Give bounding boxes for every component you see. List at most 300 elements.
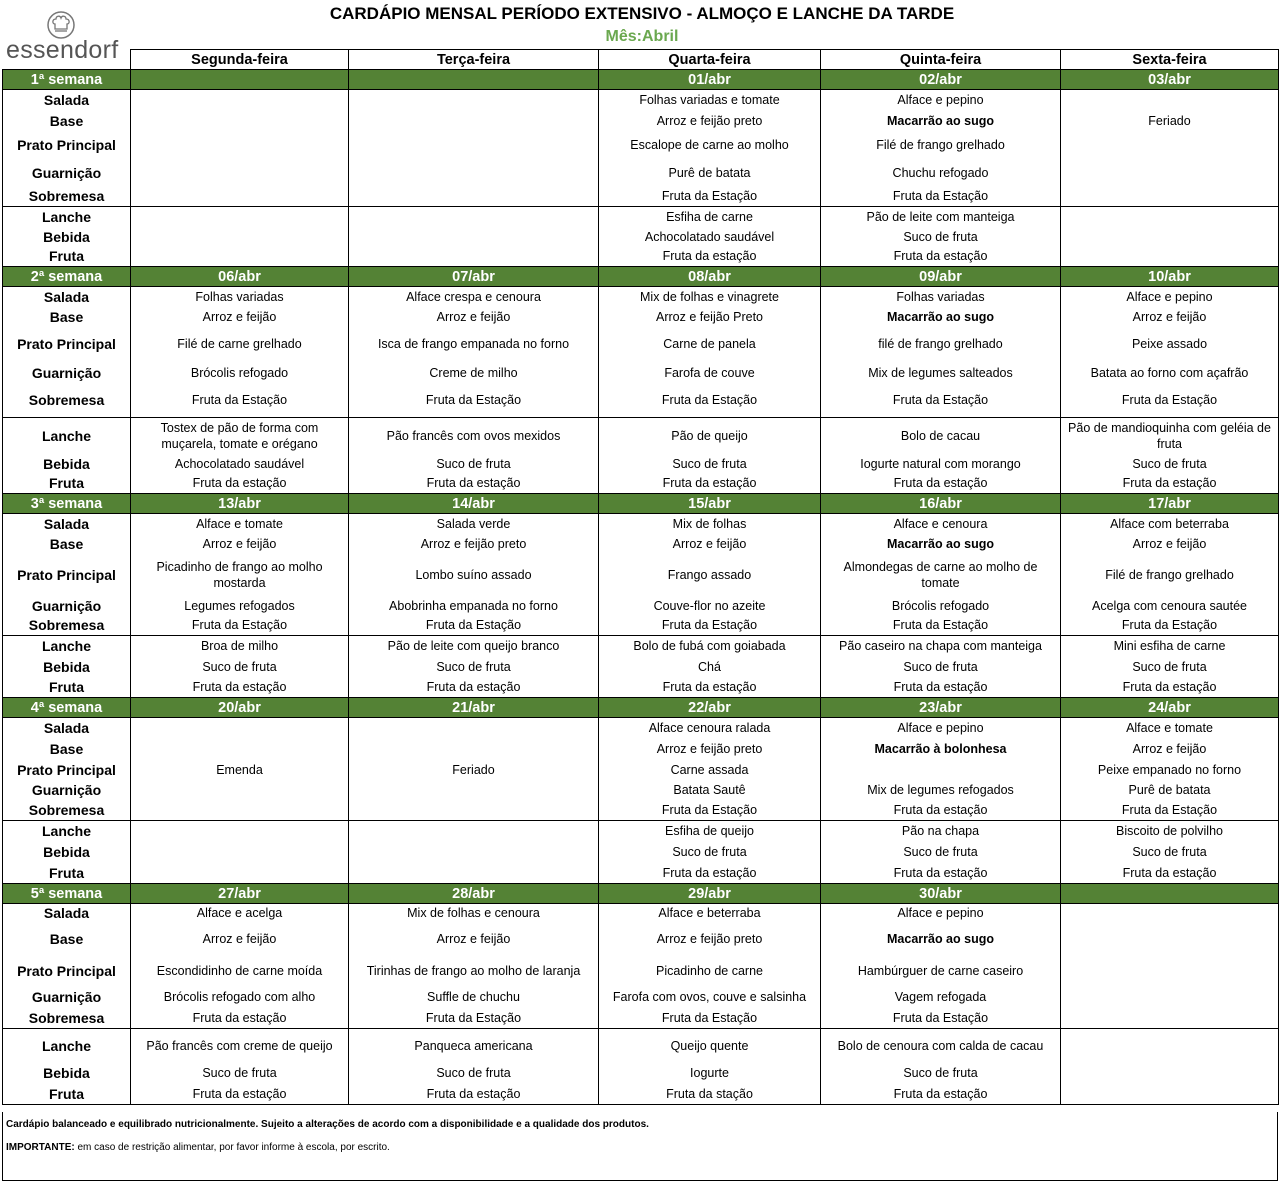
menu-cell: Suco de fruta [1061, 657, 1279, 677]
row-label-sobremesa: Sobremesa [3, 384, 131, 418]
menu-row-guarnicao [3, 596, 1279, 616]
menu-row-bebida [3, 842, 1279, 863]
menu-cell: Arroz e feijão [1061, 307, 1279, 327]
menu-cell: Macarrão ao sugo [821, 111, 1061, 131]
week-date [1061, 884, 1279, 904]
menu-cell: Salada verde [349, 514, 599, 534]
menu-row-lanche [3, 418, 1279, 454]
menu-cell: Brócolis refogado [131, 362, 349, 384]
menu-row-prato [3, 327, 1279, 362]
menu-cell: Acelga com cenoura sautée [1061, 596, 1279, 616]
menu-cell: Folhas variadas e tomate [599, 90, 821, 111]
menu-cell: Alface cenoura ralada [599, 718, 821, 738]
menu-cell: Alface e beterraba [599, 904, 821, 923]
menu-cell: Vagem refogada [821, 987, 1061, 1008]
menu-cell: Fruta da estação [349, 1084, 599, 1105]
row-label-bebida: Bebida [3, 842, 131, 863]
menu-cell: Fruta da Estação [1061, 801, 1279, 821]
menu-cell: Fruta da estação [349, 677, 599, 698]
menu-row-fruta [3, 474, 1279, 494]
row-label-fruta: Fruta [3, 863, 131, 884]
menu-cell: Escalope de carne ao molho [599, 131, 821, 160]
menu-cell [1061, 1029, 1279, 1063]
header-corner [3, 50, 131, 70]
menu-cell: Suco de fruta [349, 1063, 599, 1084]
week-date: 22/abr [599, 698, 821, 718]
row-label-prato: Prato Principal [3, 555, 131, 596]
menu-cell: Fruta da Estação [1061, 616, 1279, 636]
row-label-bebida: Bebida [3, 1063, 131, 1084]
week-date: 15/abr [599, 494, 821, 514]
menu-cell: Fruta da Estação [599, 1008, 821, 1029]
row-label-bebida: Bebida [3, 454, 131, 474]
menu-cell: Brócolis refogado com alho [131, 987, 349, 1008]
menu-cell: Achocolatado saudável [131, 454, 349, 474]
row-label-lanche: Lanche [3, 1029, 131, 1063]
menu-row-guarnicao [3, 160, 1279, 187]
menu-cell [131, 187, 349, 207]
menu-cell: Fruta da estação [821, 677, 1061, 698]
menu-cell: Fruta da stação [599, 1084, 821, 1105]
menu-cell: Picadinho de frango ao molho mostarda [131, 555, 349, 596]
menu-cell: Macarrão ao sugo [821, 534, 1061, 555]
week-header-row [3, 70, 1279, 90]
menu-row-base [3, 111, 1279, 131]
menu-cell: Fruta da estação [599, 474, 821, 494]
menu-cell: Carne assada [599, 760, 821, 780]
menu-cell [349, 247, 599, 267]
menu-cell: Abobrinha empanada no forno [349, 596, 599, 616]
menu-cell: Creme de milho [349, 362, 599, 384]
menu-cell [1061, 923, 1279, 956]
row-label-lanche: Lanche [3, 207, 131, 227]
menu-row-guarnicao [3, 362, 1279, 384]
menu-cell: Arroz e feijão Preto [599, 307, 821, 327]
row-label-base: Base [3, 111, 131, 131]
menu-cell: Suco de fruta [131, 1063, 349, 1084]
menu-cell: Pão caseiro na chapa com manteiga [821, 636, 1061, 657]
row-label-sobremesa: Sobremesa [3, 187, 131, 207]
menu-row-fruta [3, 1084, 1279, 1105]
menu-cell: Suffle de chuchu [349, 987, 599, 1008]
week-label: 2ª semana [3, 267, 131, 287]
menu-cell [349, 780, 599, 801]
menu-row-bebida [3, 1063, 1279, 1084]
menu-cell [131, 801, 349, 821]
menu-cell: Tirinhas de frango ao molho de laranja [349, 956, 599, 987]
menu-cell: Fruta da estação [131, 1008, 349, 1029]
menu-cell: Suco de fruta [1061, 454, 1279, 474]
menu-cell [349, 801, 599, 821]
row-label-fruta: Fruta [3, 474, 131, 494]
menu-cell: Pão de mandioquinha com geléia de fruta [1061, 418, 1279, 454]
menu-row-fruta [3, 247, 1279, 267]
menu-cell: Emenda [131, 760, 349, 780]
row-label-fruta: Fruta [3, 677, 131, 698]
menu-cell: Macarrão à bolonhesa [821, 738, 1061, 760]
menu-cell: Couve-flor no azeite [599, 596, 821, 616]
menu-cell: Purê de batata [599, 160, 821, 187]
menu-cell [349, 738, 599, 760]
menu-cell: Filé de frango grelhado [821, 131, 1061, 160]
menu-cell [131, 738, 349, 760]
menu-row-prato [3, 760, 1279, 780]
menu-sheet [2, 0, 1278, 1181]
menu-row-salada [3, 904, 1279, 923]
menu-cell: Chuchu refogado [821, 160, 1061, 187]
weekday-tuesday: Terça-feira [349, 50, 599, 70]
menu-cell: Alface e pepino [821, 904, 1061, 923]
menu-cell: Alface e cenoura [821, 514, 1061, 534]
menu-cell [349, 227, 599, 247]
menu-cell: Fruta da estação [599, 863, 821, 884]
menu-cell [349, 90, 599, 111]
menu-row-lanche [3, 1029, 1279, 1063]
menu-cell [349, 160, 599, 187]
menu-cell: filé de frango grelhado [821, 327, 1061, 362]
week-date: 30/abr [821, 884, 1061, 904]
menu-cell: Feriado [349, 760, 599, 780]
menu-cell: Hambúrguer de carne caseiro [821, 956, 1061, 987]
menu-cell [1061, 90, 1279, 111]
menu-cell: Suco de fruta [599, 842, 821, 863]
menu-cell: Suco de fruta [349, 657, 599, 677]
menu-cell [131, 207, 349, 227]
menu-cell: Feriado [1061, 111, 1279, 131]
week-label: 3ª semana [3, 494, 131, 514]
menu-row-lanche [3, 821, 1279, 842]
menu-cell: Fruta da Estação [599, 801, 821, 821]
row-label-salada: Salada [3, 90, 131, 111]
menu-cell [131, 111, 349, 131]
week-date: 01/abr [599, 70, 821, 90]
menu-cell: Queijo quente [599, 1029, 821, 1063]
menu-cell: Suco de fruta [599, 454, 821, 474]
row-label-lanche: Lanche [3, 418, 131, 454]
row-label-lanche: Lanche [3, 821, 131, 842]
menu-cell: Fruta da estação [599, 247, 821, 267]
menu-cell [349, 863, 599, 884]
menu-row-salada [3, 90, 1279, 111]
menu-row-prato [3, 131, 1279, 160]
week-date: 02/abr [821, 70, 1061, 90]
menu-cell: Farofa de couve [599, 362, 821, 384]
menu-cell: Mix de legumes refogados [821, 780, 1061, 801]
menu-row-sobremesa [3, 801, 1279, 821]
menu-cell: Tostex de pão de forma com muçarela, tomate e orégano [131, 418, 349, 454]
week-date: 24/abr [1061, 698, 1279, 718]
menu-cell: Pão de leite com queijo branco [349, 636, 599, 657]
menu-cell: Mini esfiha de carne [1061, 636, 1279, 657]
menu-cell: Fruta da Estação [349, 384, 599, 418]
menu-row-sobremesa [3, 1008, 1279, 1029]
week-date: 29/abr [599, 884, 821, 904]
menu-cell [131, 863, 349, 884]
menu-cell: Purê de batata [1061, 780, 1279, 801]
week-label: 5ª semana [3, 884, 131, 904]
menu-cell: Filé de frango grelhado [1061, 555, 1279, 596]
week-header-row [3, 267, 1279, 287]
menu-cell: Alface e pepino [821, 718, 1061, 738]
menu-cell: Alface e tomate [131, 514, 349, 534]
menu-row-sobremesa [3, 384, 1279, 418]
page-title: CARDÁPIO MENSAL PERÍODO EXTENSIVO - ALMOÇO E LANCHE DA TARDE [329, 4, 955, 23]
menu-cell: Fruta da Estação [131, 616, 349, 636]
important-label: IMPORTANTE: [6, 1142, 75, 1153]
menu-cell [131, 718, 349, 738]
menu-cell: Alface e pepino [821, 90, 1061, 111]
menu-cell: Fruta da estação [131, 1084, 349, 1105]
menu-cell: Bolo de fubá com goiabada [599, 636, 821, 657]
weekday-monday: Segunda-feira [131, 50, 349, 70]
menu-cell: Peixe assado [1061, 327, 1279, 362]
week-date: 09/abr [821, 267, 1061, 287]
menu-cell: Alface e acelga [131, 904, 349, 923]
menu-row-base [3, 534, 1279, 555]
row-label-sobremesa: Sobremesa [3, 801, 131, 821]
menu-cell: Suco de fruta [131, 657, 349, 677]
row-label-salada: Salada [3, 514, 131, 534]
menu-table [2, 49, 1279, 1105]
row-label-prato: Prato Principal [3, 131, 131, 160]
week-date: 20/abr [131, 698, 349, 718]
menu-cell: Folhas variadas [821, 287, 1061, 307]
menu-cell: Filé de carne grelhado [131, 327, 349, 362]
menu-cell [131, 227, 349, 247]
menu-cell: Fruta da Estação [131, 384, 349, 418]
menu-row-prato [3, 555, 1279, 596]
menu-cell: Fruta da Estação [599, 187, 821, 207]
menu-cell [349, 718, 599, 738]
menu-cell: Escondidinho de carne moída [131, 956, 349, 987]
menu-cell: Fruta da Estação [599, 616, 821, 636]
row-label-prato: Prato Principal [3, 956, 131, 987]
menu-cell: Esfiha de carne [599, 207, 821, 227]
row-label-base: Base [3, 307, 131, 327]
row-label-fruta: Fruta [3, 247, 131, 267]
month-label: Mês:Abril [605, 28, 679, 45]
menu-cell: Mix de folhas e vinagrete [599, 287, 821, 307]
row-label-guarnicao: Guarnição [3, 362, 131, 384]
row-label-guarnicao: Guarnição [3, 596, 131, 616]
menu-row-base [3, 923, 1279, 956]
menu-cell [349, 111, 599, 131]
footer-important [3, 1142, 390, 1153]
menu-cell [1061, 904, 1279, 923]
menu-body [3, 70, 1279, 1105]
menu-cell: Esfiha de queijo [599, 821, 821, 842]
menu-cell: Alface com beterraba [1061, 514, 1279, 534]
menu-cell: Fruta da estação [131, 677, 349, 698]
menu-cell [1061, 956, 1279, 987]
menu-cell: Fruta da estação [1061, 863, 1279, 884]
week-date [131, 70, 349, 90]
menu-cell: Macarrão ao sugo [821, 923, 1061, 956]
week-date: 07/abr [349, 267, 599, 287]
menu-cell: Bolo de cacau [821, 418, 1061, 454]
menu-cell: Brócolis refogado [821, 596, 1061, 616]
menu-row-guarnicao [3, 780, 1279, 801]
menu-cell: Suco de fruta [821, 842, 1061, 863]
week-date: 14/abr [349, 494, 599, 514]
row-label-lanche: Lanche [3, 636, 131, 657]
menu-row-fruta [3, 863, 1279, 884]
row-label-guarnicao: Guarnição [3, 160, 131, 187]
week-date: 03/abr [1061, 70, 1279, 90]
menu-cell: Legumes refogados [131, 596, 349, 616]
menu-cell: Batata Sautê [599, 780, 821, 801]
menu-cell: Fruta da estação [821, 1084, 1061, 1105]
menu-row-salada [3, 287, 1279, 307]
menu-cell: Arroz e feijão [1061, 534, 1279, 555]
menu-cell [131, 780, 349, 801]
menu-cell: Pão francês com creme de queijo [131, 1029, 349, 1063]
menu-cell [1061, 1084, 1279, 1105]
menu-cell [349, 131, 599, 160]
row-label-salada: Salada [3, 904, 131, 923]
important-text: em caso de restrição alimentar, por favor informe à escola, por escrito. [74, 1142, 390, 1153]
menu-cell: Achocolatado saudável [599, 227, 821, 247]
row-label-salada: Salada [3, 718, 131, 738]
week-date: 10/abr [1061, 267, 1279, 287]
menu-cell: Arroz e feijão [349, 923, 599, 956]
menu-cell: Chá [599, 657, 821, 677]
weekday-friday: Sexta-feira [1061, 50, 1279, 70]
menu-cell [821, 760, 1061, 780]
menu-cell: Isca de frango empanada no forno [349, 327, 599, 362]
menu-cell: Iogurte natural com morango [821, 454, 1061, 474]
menu-cell: Fruta da Estação [821, 616, 1061, 636]
menu-cell [1061, 207, 1279, 227]
menu-cell: Arroz e feijão preto [599, 738, 821, 760]
weekday-header-row [3, 50, 1279, 70]
menu-cell: Mix de legumes salteados [821, 362, 1061, 384]
menu-cell: Arroz e feijão [1061, 738, 1279, 760]
menu-cell [1061, 187, 1279, 207]
menu-row-salada [3, 718, 1279, 738]
menu-cell: Frango assado [599, 555, 821, 596]
week-date: 13/abr [131, 494, 349, 514]
menu-cell: Pão na chapa [821, 821, 1061, 842]
menu-cell: Panqueca americana [349, 1029, 599, 1063]
menu-cell: Alface e tomate [1061, 718, 1279, 738]
row-label-bebida: Bebida [3, 657, 131, 677]
week-date: 17/abr [1061, 494, 1279, 514]
menu-cell: Almondegas de carne ao molho de tomate [821, 555, 1061, 596]
menu-row-guarnicao [3, 987, 1279, 1008]
menu-row-fruta [3, 677, 1279, 698]
week-date: 21/abr [349, 698, 599, 718]
menu-cell: Fruta da estação [821, 474, 1061, 494]
menu-cell: Farofa com ovos, couve e salsinha [599, 987, 821, 1008]
row-label-prato: Prato Principal [3, 327, 131, 362]
menu-row-lanche [3, 636, 1279, 657]
week-date: 06/abr [131, 267, 349, 287]
menu-cell: Mix de folhas [599, 514, 821, 534]
footer-note: Cardápio balanceado e equilibrado nutricionalmente. Sujeito a alterações de acordo com a disponibilidade e a qualidade dos produtos. [6, 1119, 649, 1130]
week-date: 08/abr [599, 267, 821, 287]
menu-cell: Peixe empanado no forno [1061, 760, 1279, 780]
row-label-guarnicao: Guarnição [3, 987, 131, 1008]
row-label-sobremesa: Sobremesa [3, 1008, 131, 1029]
menu-cell: Fruta da Estação [821, 1008, 1061, 1029]
menu-cell: Lombo suíno assado [349, 555, 599, 596]
menu-cell: Folhas variadas [131, 287, 349, 307]
menu-row-sobremesa [3, 616, 1279, 636]
row-label-base: Base [3, 923, 131, 956]
menu-cell [131, 131, 349, 160]
menu-cell: Suco de fruta [821, 227, 1061, 247]
menu-cell: Suco de fruta [821, 657, 1061, 677]
menu-cell: Arroz e feijão [349, 307, 599, 327]
week-date: 27/abr [131, 884, 349, 904]
menu-cell: Fruta da estação [821, 801, 1061, 821]
menu-cell: Fruta da Estação [821, 187, 1061, 207]
row-label-fruta: Fruta [3, 1084, 131, 1105]
row-label-guarnicao: Guarnição [3, 780, 131, 801]
menu-cell: Suco de fruta [821, 1063, 1061, 1084]
menu-cell: Fruta da estação [349, 474, 599, 494]
footer-notes [2, 1112, 1278, 1181]
menu-cell [1061, 160, 1279, 187]
menu-cell [1061, 1063, 1279, 1084]
menu-cell [131, 160, 349, 187]
menu-cell: Fruta da estação [599, 677, 821, 698]
week-header-row [3, 884, 1279, 904]
menu-cell: Suco de fruta [349, 454, 599, 474]
menu-row-sobremesa [3, 187, 1279, 207]
menu-cell: Fruta da estação [131, 474, 349, 494]
menu-row-lanche [3, 207, 1279, 227]
row-label-salada: Salada [3, 287, 131, 307]
menu-cell [349, 207, 599, 227]
week-date: 23/abr [821, 698, 1061, 718]
menu-cell: Pão de queijo [599, 418, 821, 454]
menu-row-prato [3, 956, 1279, 987]
menu-cell: Fruta da estação [821, 247, 1061, 267]
menu-cell: Arroz e feijão [131, 534, 349, 555]
menu-cell [1061, 227, 1279, 247]
week-label: 1ª semana [3, 70, 131, 90]
week-label: 4ª semana [3, 698, 131, 718]
menu-cell [1061, 131, 1279, 160]
menu-row-salada [3, 514, 1279, 534]
menu-row-bebida [3, 227, 1279, 247]
menu-cell: Fruta da Estação [599, 384, 821, 418]
menu-cell [131, 842, 349, 863]
weekday-thursday: Quinta-feira [821, 50, 1061, 70]
row-label-bebida: Bebida [3, 227, 131, 247]
menu-cell: Arroz e feijão [131, 923, 349, 956]
menu-cell: Biscoito de polvilho [1061, 821, 1279, 842]
menu-cell: Arroz e feijão preto [349, 534, 599, 555]
week-header-row [3, 698, 1279, 718]
menu-row-base [3, 307, 1279, 327]
menu-cell: Alface crespa e cenoura [349, 287, 599, 307]
menu-row-bebida [3, 657, 1279, 677]
menu-cell: Iogurte [599, 1063, 821, 1084]
menu-cell: Fruta da estação [821, 863, 1061, 884]
row-label-base: Base [3, 738, 131, 760]
week-date [349, 70, 599, 90]
weekday-wednesday: Quarta-feira [599, 50, 821, 70]
menu-cell: Suco de fruta [1061, 842, 1279, 863]
row-label-prato: Prato Principal [3, 760, 131, 780]
menu-cell: Fruta da estação [1061, 677, 1279, 698]
menu-cell [349, 187, 599, 207]
menu-cell: Arroz e feijão preto [599, 111, 821, 131]
week-header-row [3, 494, 1279, 514]
